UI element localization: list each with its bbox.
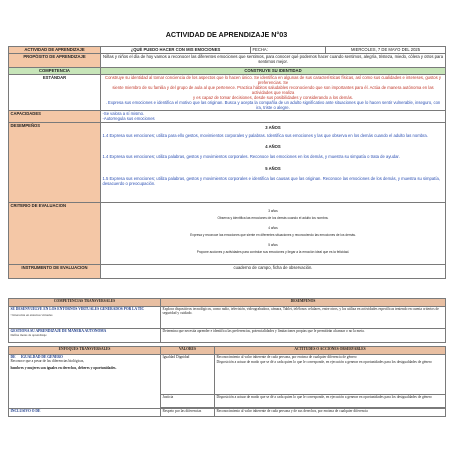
transversal-row [9,307,161,329]
capacity-item: -Autorregula sus emociones [102,116,155,121]
capacities-list [101,111,446,123]
transversal-row [9,329,161,343]
instrument-value: cuaderno de campo, ficha de observación. [101,265,446,279]
approach-title: IGUALDAD DE GÉNERO [20,355,63,359]
performances-cell [101,123,446,203]
activity-value: ¿QUÉ PUEDO HACER CON MIS EMOCIONES [101,47,251,54]
purpose-value: Niñas y niños el día de hoy vamos a reconocer las diferentes emociones que sentimos, para conocer qué podemos hacer cuando sentimos, alegría, tristeza, miedo, cólera y otros para sentirnos mejor. [101,54,446,68]
criteria-label: CRITERIO DE EVALUACION [9,203,101,265]
performance-text: 1.4 Expresa sus emociones; utiliza palabras, gestos y movimientos corporales. Reconoce las emociones en los demás, y muestra su simpatía o trata de ayudar. [102,154,400,159]
action-text: Reconocimiento al valor inherente de cada persona y de sus derechos, por encima de cualquier diferencia [215,409,446,417]
approaches-header: ENFOQUES TRANSVERSALES [9,347,161,355]
approach-prefix: DE [10,355,16,359]
approach-inclusive: INCLUSIVO O DE [9,409,161,417]
activity-table [8,46,446,279]
performance-age: 4 AÑOS [265,144,281,149]
criteria-text: Observa y identifica las emociones de los demás cuando el adulto los nombra. [217,216,329,220]
transversal-table [8,298,446,417]
standard-line: y es capaz de tomar decisiones, desde sus posibilidades y considerando a los demás. [193,95,353,100]
activity-label: ACTIVIDAD DE APRENDIZAJE [9,47,101,54]
transversal-title: GESTIONA SU APRENDIZAJE DE MANERA AUTÓNOMA [10,329,107,333]
transversal-header: COMPETENCIAS TRANSVERSALES [9,299,161,307]
capacities-label: CAPACIDADES [9,111,101,123]
criteria-text: Propone acciones y actividades para controlar sus emociones y llegar a la emoción ideal que es la felicidad. [196,250,350,254]
capacity-item: -Se valora a sí mismo. [102,111,145,116]
standard-line: Construye su identidad al tomar conciencia de los aspectos que lo hacen único. Se identifica en algunas de sus características físicas, así como sus cualidades e intereses, gustos y preferencias. Se [105,75,441,85]
performance-text: 1.5 Expresa sus emociones; utiliza palabras, gestos y movimientos corporales e identifica las causas que las originan. Reconoce las emociones de los demás, y muestra su simpatía, desacuerdo o preocupación. [102,176,440,186]
performance-age: 3 AÑOS [265,125,281,130]
approach-description-2: hombres y mujeres son iguales en derechos, deberes y oportunidades. [10,365,117,370]
action-text: Disposición a actuar de modo que se dé a cada quien lo que le corresponde, en ejecución a generar en oportunidades para los desigualdades de género [215,395,446,408]
action-cell [215,355,446,395]
page-title: ACTIVIDAD DE APRENDIZAJE N°03 [165,30,288,39]
competence-label: COMPETENCIA [9,68,101,75]
standard-text [101,75,446,111]
date-value: MIERCOLES, 7 DE MAYO DEL 2025 [326,47,446,54]
value-cell: Igualdad Dignidad [161,355,215,395]
criteria-age: 5 años [268,243,278,247]
date-label: FECHA: [251,47,326,54]
purpose-label: PROPÓSITO DE APRENDIZAJE [9,54,101,68]
standard-label: ESTÁNDAR [9,75,101,111]
competence-value: CONSTRUYE SU IDENTIDAD [101,68,446,75]
criteria-cell [101,203,446,265]
value-cell: Justicia [161,395,215,408]
transversal-sub: Define metas de aprendizaje [10,333,47,338]
approach-description: Reconoce que a pesar de las diferencias biológicas, [10,359,85,364]
values-header: VALORES [161,347,215,355]
value-cell: Respeto por las diferencias [161,409,215,417]
performance-text: 1.4 Expresa sus emociones; utiliza para ello gestos, movimientos corporales y palabras. Identifica sus emociones y las que observa en los demás cuando el adulto las nombra. [102,133,428,138]
action-text: Reconocimiento al valor inherente de cada persona, por encima de cualquier diferencia de género [216,355,357,359]
approach-gender [9,355,161,409]
instrument-label: INSTRUMENTO DE EVALUACION [9,265,101,279]
transversal-perf-header: DESEMPEÑOS [161,299,446,307]
standard-line: . Expresa sus emociones e identifica el motivo que las originan. Busca y acepta la compañía de un adulto significativo ante situaciones que lo hacen sentir vulnerable, inseguro, con ira, triste o alegre. [105,100,441,110]
transversal-sub: • Interactúa en entornos virtuales [10,313,53,318]
performances-label: DESEMPEÑOS [9,123,101,203]
transversal-text: Determina que necesita aprender e identifica las preferencias, potencialidades y limitaciones propias que le permitirán alcanzar o no la meta. [161,329,446,343]
criteria-age: 3 años [268,209,278,213]
transversal-text: Explora dispositivos tecnológicos, como radio, televisión, videograbadora, cámara, Tablet, teléfonos celulares, entre otros, y los utiliza en actividades específicas teniendo en cuenta criterios de seguridad y cuidado. [161,307,446,329]
actions-header: ACTITUDES O ACCIONES OBSERVABLES [215,347,446,355]
criteria-age: 4 años [268,226,278,230]
standard-line: siente miembro de su familia y del grupo de aula al que pertenece. Practica hábitos saludables reconociendo que son importantes para él. Actúa de manera autónoma en las actividades que realiza [112,85,434,95]
criteria-text: Expresa y reconoce las emociones que siente en diferentes situaciones y reconociendo las emociones de los demás. [190,233,356,237]
transversal-title: SE DESENVUELVE EN LOS ENTORNOS VIRTUALES GENERADOS POR LA TIC [10,307,145,311]
action-text: Disposición a actuar de modo que se dé a cada quien lo que le corresponde, en ejecución a generar en oportunidades para los desigualdades de género [216,360,432,365]
performance-age: 5 AÑOS [265,166,281,171]
